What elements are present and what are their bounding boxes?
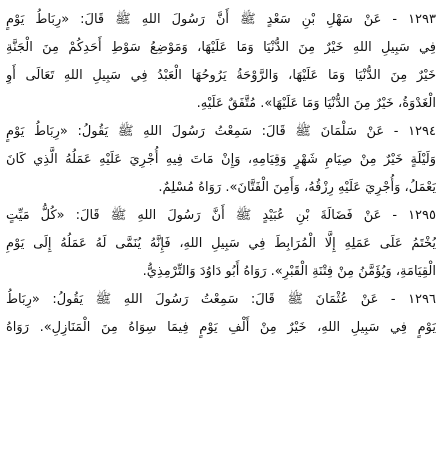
text-line: ١٢٩٣ - عَنْ سَهْلِ بْنِ سَعْدٍ ﷺ أَنَّ رَسُولَ اللهِ ﷺ قَالَ: «رِبَاطُ يَوْمٍ [6, 12, 436, 27]
text-line: ١٢٩٦ - عَنْ عُثْمَانَ ﷺ قَالَ: سَمِعْتُ رَسُولَ اللهِ ﷺ يَقُولُ: «رِبَاطُ [6, 292, 436, 307]
text-line: يُخْتَمُ عَلَى عَمَلِهِ إِلَّا الْمُرَابِطَ فِي سَبِيلِ اللهِ، فَإِنَّهُ يُنَمَّى لَهُ عَمَلُهُ إِلَى يَوْمِ [6, 236, 436, 251]
text-line: ١٢٩٤ - عَنْ سَلْمَانَ ﷺ قَالَ: سَمِعْتُ رَسُولَ اللهِ ﷺ يَقُولُ: «رِبَاطُ يَوْمٍ [6, 124, 436, 139]
text-line: فِي سَبِيلِ اللهِ خَيْرٌ مِنَ الدُّنْيَا وَمَا عَلَيْهَا، وَمَوْضِعُ سَوْطِ أَحَدِكُمْ مِنَ الْجَنَّةِ [6, 40, 436, 55]
text-line: يَوْمٍ فِي سَبِيلِ اللهِ، خَيْرٌ مِنْ أَلْفِ يَوْمٍ فِيمَا سِوَاهُ مِنَ الْمَنَازِلِ». رَوَاهُ [6, 320, 436, 335]
hadith-1294 [6, 118, 436, 202]
text-line: الْقِيَامَةِ، وَيُؤَمَّنُ مِنْ فِتْنَةِ الْقَبْرِ». رَوَاهُ أَبُو دَاوُدَ وَالتِّرْمِذِيُّ. [142, 264, 436, 279]
text-line: خَيْرٌ مِنَ الدُّنْيَا وَمَا عَلَيْهَا، وَالرَّوْحَةُ يَرُوحُهَا الْعَبْدُ فِي سَبِيلِ اللهِ تَعَالَى أَوِ [6, 68, 436, 83]
text-line: وَلَيْلَةٍ خَيْرٌ مِنْ صِيَامِ شَهْرٍ وَقِيَامِهِ، وَإِنْ مَاتَ فِيهِ أُجْرِيَ عَلَيْهِ عَمَلُهُ الَّذِي كَانَ [6, 152, 436, 167]
text-line: ١٢٩٥ - عَنْ فَضَالَةَ بْنِ عُبَيْدٍ ﷺ أَنَّ رَسُولَ اللهِ ﷺ قَالَ: «كُلُّ مَيِّتٍ [6, 208, 436, 223]
document-page [6, 6, 436, 454]
hadith-1295 [6, 202, 436, 286]
text-line: الْغَدْوَةُ، خَيْرٌ مِنَ الدُّنْيَا وَمَا عَلَيْهَا». مُتَّفَقٌ عَلَيْهِ. [196, 96, 436, 111]
hadith-1296 [6, 286, 436, 342]
hadith-1293 [6, 6, 436, 118]
text-line: يَعْمَلُ، وَأُجْرِيَ عَلَيْهِ رِزْقُهُ، وَأَمِنَ الْفَتَّانَ». رَوَاهُ مُسْلِمٌ. [158, 180, 436, 195]
